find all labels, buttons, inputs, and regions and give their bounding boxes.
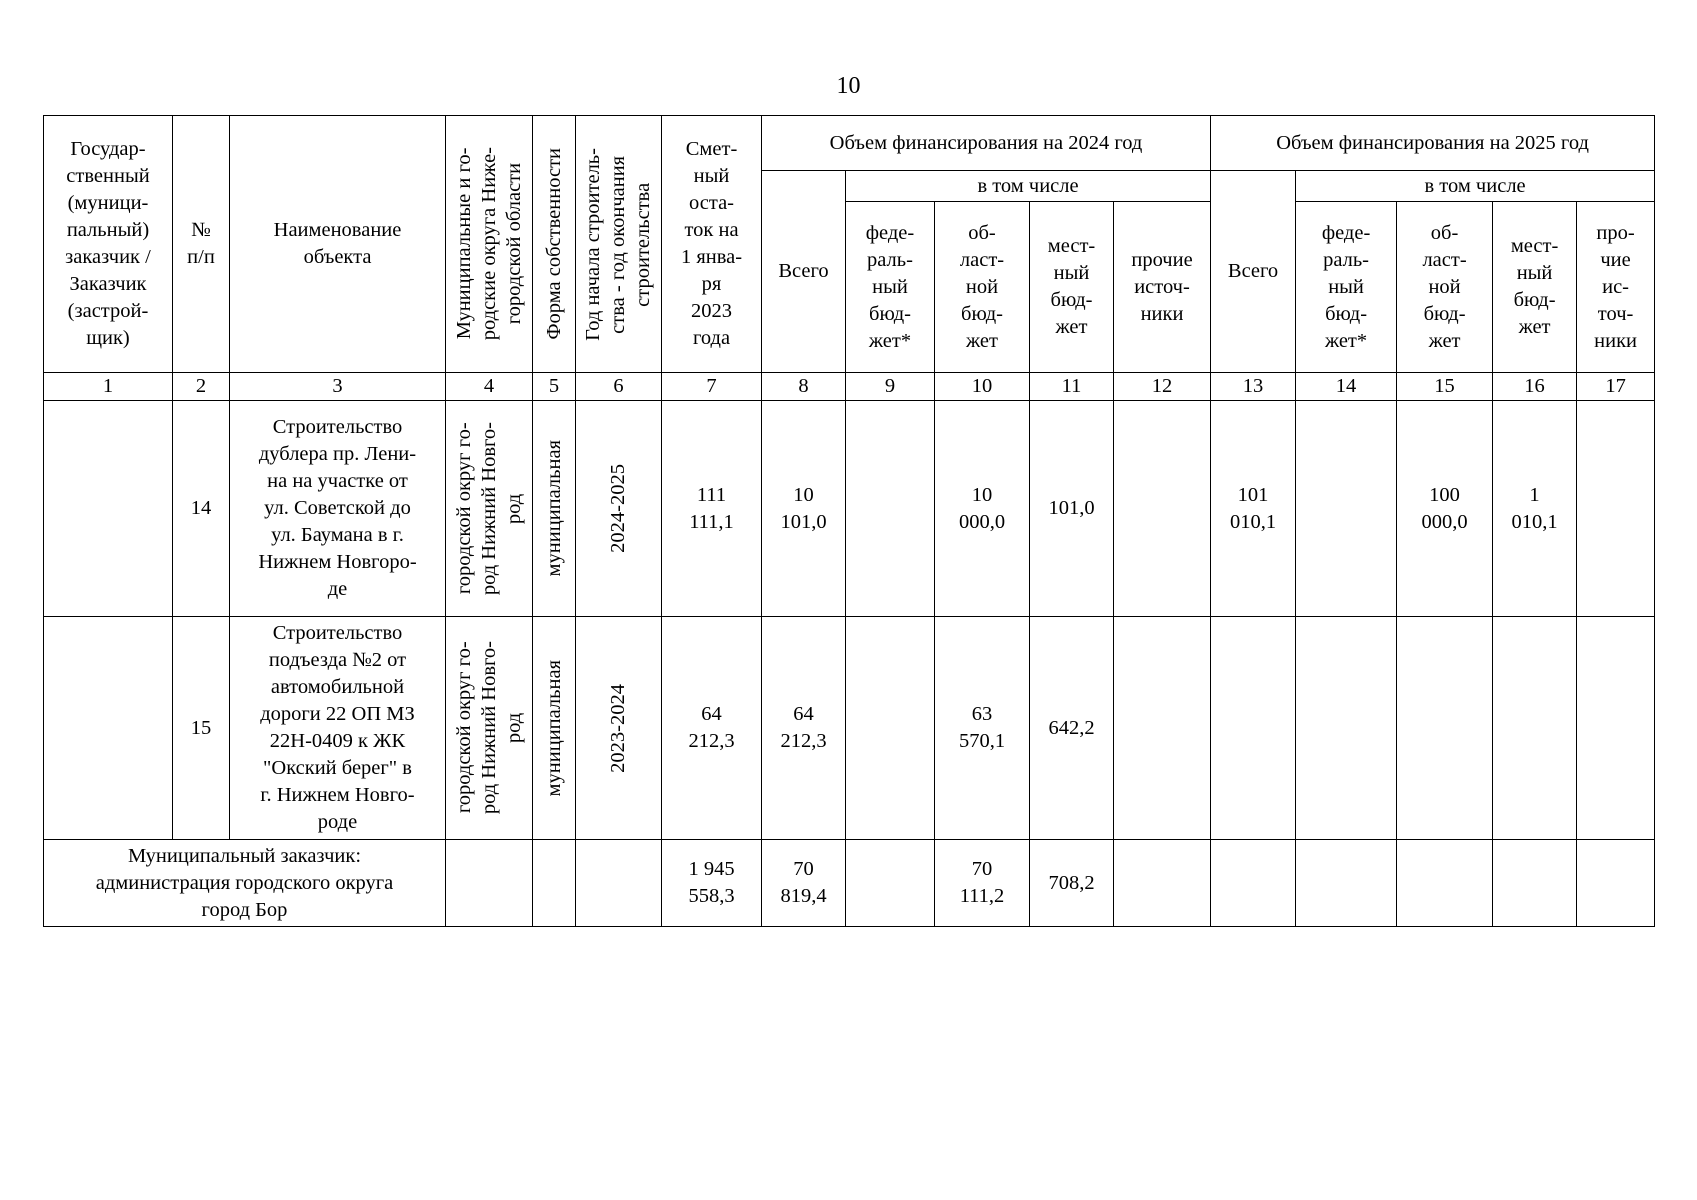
column-number: 16 — [1493, 373, 1577, 401]
customer-cell — [44, 617, 173, 840]
column-number: 8 — [762, 373, 846, 401]
header-remainder: Смет- ный оста- ток на 1 янва- ря 2023 года — [662, 116, 762, 373]
column-number: 4 — [446, 373, 533, 401]
header-total-2024: Всего — [762, 171, 846, 373]
other-2024-value — [1114, 617, 1211, 840]
column-number: 9 — [846, 373, 935, 401]
header-including-2025: в том числе — [1296, 171, 1655, 202]
column-number: 14 — [1296, 373, 1397, 401]
customer-cell — [44, 401, 173, 617]
header-ownership: Форма собственности — [542, 148, 565, 340]
regional-2025-value: 100 000,0 — [1397, 401, 1493, 617]
header-other-2024: прочие источ- ники — [1114, 202, 1211, 373]
column-number: 3 — [230, 373, 446, 401]
empty-cell — [1211, 840, 1296, 927]
local-2024-value: 101,0 — [1030, 401, 1114, 617]
header-local-2024: мест- ный бюд- жет — [1030, 202, 1114, 373]
header-municipal-cell — [446, 116, 533, 373]
regional-2024-value: 10 000,0 — [935, 401, 1030, 617]
column-number-row — [44, 373, 1655, 401]
object-name: Строительство дублера пр. Лени- на на участке от ул. Советской до ул. Баумана в г. Нижнем Новгоро- де — [230, 401, 446, 617]
total-2025-value: 101 010,1 — [1211, 401, 1296, 617]
table-row — [44, 617, 1655, 840]
column-number: 1 — [44, 373, 173, 401]
municipal-text: городской округ го- род Нижний Новго- род — [452, 641, 525, 815]
years-cell — [576, 401, 662, 617]
header-total-2025: Всего — [1211, 171, 1296, 373]
header-years: Год начала строитель- ства - год окончания строительства — [582, 147, 654, 341]
empty-cell — [1577, 840, 1655, 927]
header-regional-2025: об- ласт- ной бюд- жет — [1397, 202, 1493, 373]
empty-cell — [1397, 840, 1493, 927]
federal-2025-value — [1296, 401, 1397, 617]
remainder-value: 111 111,1 — [662, 401, 762, 617]
empty-cell — [1114, 840, 1211, 927]
column-number: 2 — [173, 373, 230, 401]
total-row-label: Муниципальный заказчик: администрация городского округа город Бор — [44, 840, 446, 927]
header-regional-2024: об- ласт- ной бюд- жет — [935, 202, 1030, 373]
total-2024-sum: 70 819,4 — [762, 840, 846, 927]
header-years-cell — [576, 116, 662, 373]
row-num: 14 — [173, 401, 230, 617]
column-number: 7 — [662, 373, 762, 401]
ownership-cell — [533, 617, 576, 840]
empty-cell — [1296, 840, 1397, 927]
column-number: 15 — [1397, 373, 1493, 401]
column-number: 11 — [1030, 373, 1114, 401]
object-name: Строительство подъезда №2 от автомобильной дороги 22 ОП МЗ 22Н-0409 к ЖК "Окский берег" в г. Нижнем Новго- роде — [230, 617, 446, 840]
column-number: 6 — [576, 373, 662, 401]
header-local-2025: мест- ный бюд- жет — [1493, 202, 1577, 373]
federal-2025-value — [1296, 617, 1397, 840]
local-2025-value: 1 010,1 — [1493, 401, 1577, 617]
regional-2025-value — [1397, 617, 1493, 840]
total-row — [44, 840, 1655, 927]
header-including-2024: в том числе — [846, 171, 1211, 202]
total-2024-value: 10 101,0 — [762, 401, 846, 617]
municipal-text: городской округ го- род Нижний Новго- род — [452, 421, 525, 596]
years-text: 2023-2024 — [607, 683, 629, 773]
page-number: 10 — [836, 73, 861, 99]
ownership-cell — [533, 401, 576, 617]
remainder-value: 64 212,3 — [662, 617, 762, 840]
column-number: 12 — [1114, 373, 1211, 401]
ownership-text: муниципальная — [542, 440, 565, 577]
column-number: 5 — [533, 373, 576, 401]
total-local-2024-sum: 708,2 — [1030, 840, 1114, 927]
other-2024-value — [1114, 401, 1211, 617]
header-fin2024: Объем финансирования на 2024 год — [762, 116, 1211, 171]
total-remainder-value: 1 945 558,3 — [662, 840, 762, 927]
header-ownership-cell — [533, 116, 576, 373]
local-2025-value — [1493, 617, 1577, 840]
years-cell — [576, 617, 662, 840]
federal-2024-value — [846, 617, 935, 840]
financing-table — [43, 115, 1655, 927]
empty-cell — [1493, 840, 1577, 927]
empty-cell — [533, 840, 576, 927]
municipal-cell — [446, 617, 533, 840]
column-number: 10 — [935, 373, 1030, 401]
header-municipal: Муниципальные и го- родские округа Ниже- городской области — [452, 147, 525, 341]
column-number: 13 — [1211, 373, 1296, 401]
ownership-text: муниципальная — [542, 659, 565, 797]
other-2025-value — [1577, 617, 1655, 840]
local-2024-value: 642,2 — [1030, 617, 1114, 840]
header-federal-2024: феде- раль- ный бюд- жет* — [846, 202, 935, 373]
column-number: 17 — [1577, 373, 1655, 401]
row-num: 15 — [173, 617, 230, 840]
header-other-2025: про- чие ис- точ- ники — [1577, 202, 1655, 373]
years-text: 2024-2025 — [607, 464, 629, 553]
total-2024-value: 64 212,3 — [762, 617, 846, 840]
empty-cell — [576, 840, 662, 927]
empty-cell — [846, 840, 935, 927]
table-row — [44, 401, 1655, 617]
total-2025-value — [1211, 617, 1296, 840]
other-2025-value — [1577, 401, 1655, 617]
municipal-cell — [446, 401, 533, 617]
empty-cell — [446, 840, 533, 927]
regional-2024-value: 63 570,1 — [935, 617, 1030, 840]
federal-2024-value — [846, 401, 935, 617]
header-name: Наименование объекта — [230, 116, 446, 373]
header-customer: Государ- ственный (муници- пальный) заказчик / Заказчик (застрой- щик) — [44, 116, 173, 373]
header-num: № п/п — [173, 116, 230, 373]
header-federal-2025: феде- раль- ный бюд- жет* — [1296, 202, 1397, 373]
header-fin2025: Объем финансирования на 2025 год — [1211, 116, 1655, 171]
total-regional-2024-sum: 70 111,2 — [935, 840, 1030, 927]
